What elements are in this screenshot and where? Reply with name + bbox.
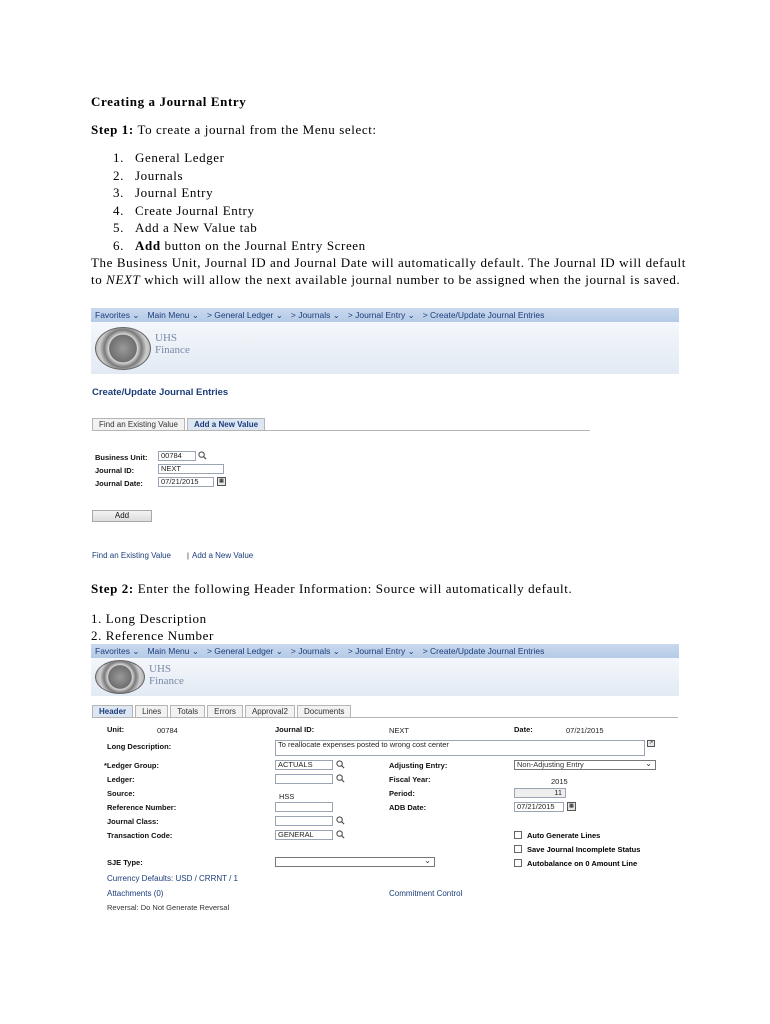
sje-type-label: SJE Type: bbox=[107, 858, 143, 867]
nav-journals[interactable]: > Journals ⌄ bbox=[290, 645, 340, 656]
page-title: Create/Update Journal Entries bbox=[92, 387, 229, 398]
seal-logo bbox=[95, 660, 145, 694]
reversal-text: Reversal: Do Not Generate Reversal bbox=[107, 903, 230, 912]
add-button[interactable]: Add bbox=[92, 510, 152, 522]
list-text: Journal Entry bbox=[135, 185, 214, 200]
period-input: 11 bbox=[514, 788, 566, 798]
adb-date-input[interactable]: 07/21/2015 bbox=[514, 802, 564, 812]
para-italic: NEXT bbox=[106, 272, 141, 287]
journal-id-value: NEXT bbox=[389, 726, 410, 735]
banner bbox=[91, 322, 679, 374]
date-label: Date: bbox=[514, 725, 533, 734]
list-num: 5. bbox=[113, 220, 124, 235]
journal-id-input[interactable]: NEXT bbox=[158, 464, 224, 474]
step2-line bbox=[91, 581, 691, 597]
ledger-group-input[interactable]: ACTUALS bbox=[275, 760, 333, 770]
ledger-group-label: *Ledger Group: bbox=[104, 761, 160, 770]
tab-add-new[interactable]: Add a New Value bbox=[187, 418, 265, 430]
source-label: Source: bbox=[107, 789, 135, 798]
nav-create-update[interactable]: > Create/Update Journal Entries bbox=[422, 646, 545, 656]
list-bold: Add bbox=[135, 237, 161, 253]
journal-id-label: Journal ID: bbox=[275, 725, 315, 734]
business-unit-label: Business Unit: bbox=[95, 453, 148, 462]
list-text: Journals bbox=[135, 167, 184, 183]
commitment-control-link[interactable]: Commitment Control bbox=[389, 889, 463, 898]
adb-date-label: ADB Date: bbox=[389, 803, 427, 812]
auto-generate-label: Auto Generate Lines bbox=[527, 831, 601, 840]
calendar-icon[interactable]: ▦ bbox=[567, 802, 576, 811]
tab-totals[interactable]: Totals bbox=[170, 705, 205, 717]
nav-bar bbox=[91, 644, 679, 658]
unit-label: Unit: bbox=[107, 725, 125, 734]
tab-bar bbox=[92, 705, 353, 717]
currency-defaults-link[interactable]: Currency Defaults: USD / CRRNT / 1 bbox=[107, 874, 238, 883]
step1-label: Step 1: bbox=[91, 122, 134, 137]
chevron-down-icon: ⌄ bbox=[424, 856, 431, 865]
nav-main-menu[interactable]: Main Menu ⌄ bbox=[147, 645, 199, 656]
nav-general-ledger[interactable]: > General Ledger ⌄ bbox=[206, 645, 283, 656]
step1-text: To create a journal from the Menu select: bbox=[133, 122, 377, 137]
brand-text bbox=[149, 663, 184, 687]
list-num: 4. bbox=[113, 202, 124, 218]
para-text: which will allow the next available journal number to be assigned when the journal is saved. bbox=[140, 272, 681, 287]
business-unit-input[interactable]: 00784 bbox=[158, 451, 196, 461]
unit-value: 00784 bbox=[157, 726, 178, 735]
journal-class-input[interactable] bbox=[275, 816, 333, 826]
fiscal-year-value: 2015 bbox=[551, 777, 568, 786]
list-num: 2. bbox=[113, 167, 124, 183]
date-value: 07/21/2015 bbox=[566, 726, 604, 735]
calendar-icon[interactable]: ▦ bbox=[217, 477, 226, 486]
tab-documents[interactable]: Documents bbox=[297, 705, 351, 717]
journal-date-label: Journal Date: bbox=[95, 479, 143, 488]
nav-general-ledger[interactable]: > General Ledger ⌄ bbox=[206, 309, 283, 320]
autobalance-checkbox[interactable] bbox=[514, 859, 522, 867]
link-separator: | bbox=[187, 551, 189, 560]
seal-logo bbox=[95, 327, 151, 370]
list-text: button on the Journal Entry Screen bbox=[160, 237, 366, 253]
banner bbox=[91, 658, 679, 696]
search-icon[interactable] bbox=[336, 830, 345, 839]
nav-journal-entry[interactable]: > Journal Entry ⌄ bbox=[347, 645, 415, 656]
step2-item: 2. Reference Number bbox=[91, 628, 214, 643]
para-text: The Business Unit, Journal ID and Journal Date will automatically default. The Journal ID will default to bbox=[91, 255, 686, 287]
list-num: 3. bbox=[113, 185, 124, 200]
nav-main-menu[interactable]: Main Menu ⌄ bbox=[147, 309, 199, 320]
list-item bbox=[113, 202, 691, 220]
search-icon[interactable] bbox=[336, 760, 345, 769]
tab-divider bbox=[92, 430, 590, 431]
autobalance-label: Autobalance on 0 Amount Line bbox=[527, 859, 638, 868]
brand-line2: Finance bbox=[149, 675, 184, 687]
screenshot-add-value bbox=[91, 308, 679, 568]
step1-list bbox=[113, 149, 691, 254]
link-add-new[interactable]: Add a New Value bbox=[192, 551, 254, 560]
link-find-existing[interactable]: Find an Existing Value bbox=[92, 551, 172, 560]
nav-bar bbox=[91, 308, 679, 322]
list-num: 6. bbox=[113, 237, 124, 253]
nav-create-update[interactable]: > Create/Update Journal Entries bbox=[422, 310, 545, 320]
save-incomplete-checkbox[interactable] bbox=[514, 845, 522, 853]
tab-header[interactable]: Header bbox=[92, 705, 133, 717]
document-body bbox=[91, 94, 691, 288]
search-icon[interactable] bbox=[198, 451, 207, 460]
step2-label: Step 2: bbox=[91, 581, 134, 596]
adjusting-entry-label: Adjusting Entry: bbox=[389, 761, 448, 770]
nav-favorites[interactable]: Favorites ⌄ bbox=[95, 309, 140, 320]
list-text: Add a New Value tab bbox=[135, 220, 258, 235]
journal-class-label: Journal Class: bbox=[107, 817, 159, 826]
screenshot-header bbox=[91, 644, 679, 916]
doc-title: Creating a Journal Entry bbox=[91, 94, 247, 109]
brand-line1: UHS bbox=[155, 332, 178, 344]
step1-line bbox=[91, 122, 691, 138]
tab-approval2[interactable]: Approval2 bbox=[245, 705, 295, 717]
paragraph-defaults bbox=[91, 254, 691, 288]
ledger-input[interactable] bbox=[275, 774, 333, 784]
adjusting-entry-select[interactable] bbox=[514, 760, 656, 770]
list-num: 1. bbox=[113, 150, 124, 165]
tab-bar bbox=[92, 418, 267, 430]
long-description-label: Long Description: bbox=[107, 742, 172, 751]
chevron-down-icon: ⌄ bbox=[645, 759, 652, 768]
brand-line1: UHS bbox=[149, 663, 172, 675]
step2-item: 1. Long Description bbox=[91, 611, 207, 626]
save-incomplete-label: Save Journal Incomplete Status bbox=[527, 845, 641, 854]
nav-favorites[interactable]: Favorites ⌄ bbox=[95, 645, 140, 656]
search-icon[interactable] bbox=[336, 816, 345, 825]
list-item bbox=[113, 167, 691, 185]
tab-divider bbox=[92, 717, 678, 718]
source-value: HSS bbox=[279, 792, 295, 801]
journal-id-label: Journal ID: bbox=[95, 466, 135, 475]
list-item bbox=[113, 184, 691, 202]
brand-line2: Finance bbox=[155, 344, 190, 356]
expand-icon[interactable]: ↗ bbox=[648, 740, 654, 746]
sje-type-select[interactable] bbox=[275, 857, 435, 867]
attachments-link[interactable]: Attachments (0) bbox=[107, 889, 164, 898]
tab-errors[interactable]: Errors bbox=[207, 705, 243, 717]
journal-date-input[interactable]: 07/21/2015 bbox=[158, 477, 214, 487]
list-item bbox=[113, 237, 691, 255]
transaction-code-input[interactable]: GENERAL bbox=[275, 830, 333, 840]
brand-text bbox=[155, 332, 190, 356]
period-label: Period: bbox=[389, 789, 415, 798]
list-item bbox=[113, 219, 691, 237]
reference-number-input[interactable] bbox=[275, 802, 333, 812]
reference-number-label: Reference Number: bbox=[107, 803, 177, 812]
ledger-label: Ledger: bbox=[107, 775, 135, 784]
step2-text: Enter the following Header Information: Source will automatically default. bbox=[133, 581, 573, 596]
nav-journal-entry[interactable]: > Journal Entry ⌄ bbox=[347, 309, 415, 320]
list-item bbox=[113, 149, 691, 167]
transaction-code-label: Transaction Code: bbox=[107, 831, 173, 840]
tab-lines[interactable]: Lines bbox=[135, 705, 168, 717]
step2-block bbox=[91, 581, 691, 644]
nav-journals[interactable]: > Journals ⌄ bbox=[290, 309, 340, 320]
auto-generate-checkbox[interactable] bbox=[514, 831, 522, 839]
tab-find-existing[interactable]: Find an Existing Value bbox=[92, 418, 185, 430]
list-text: Create Journal Entry bbox=[135, 202, 255, 218]
adjusting-entry-value: Non-Adjusting Entry bbox=[517, 760, 584, 769]
long-description-input[interactable]: To reallocate expenses posted to wrong cost center bbox=[275, 740, 645, 756]
search-icon[interactable] bbox=[336, 774, 345, 783]
fiscal-year-label: Fiscal Year: bbox=[389, 775, 431, 784]
list-text: General Ledger bbox=[135, 150, 225, 165]
